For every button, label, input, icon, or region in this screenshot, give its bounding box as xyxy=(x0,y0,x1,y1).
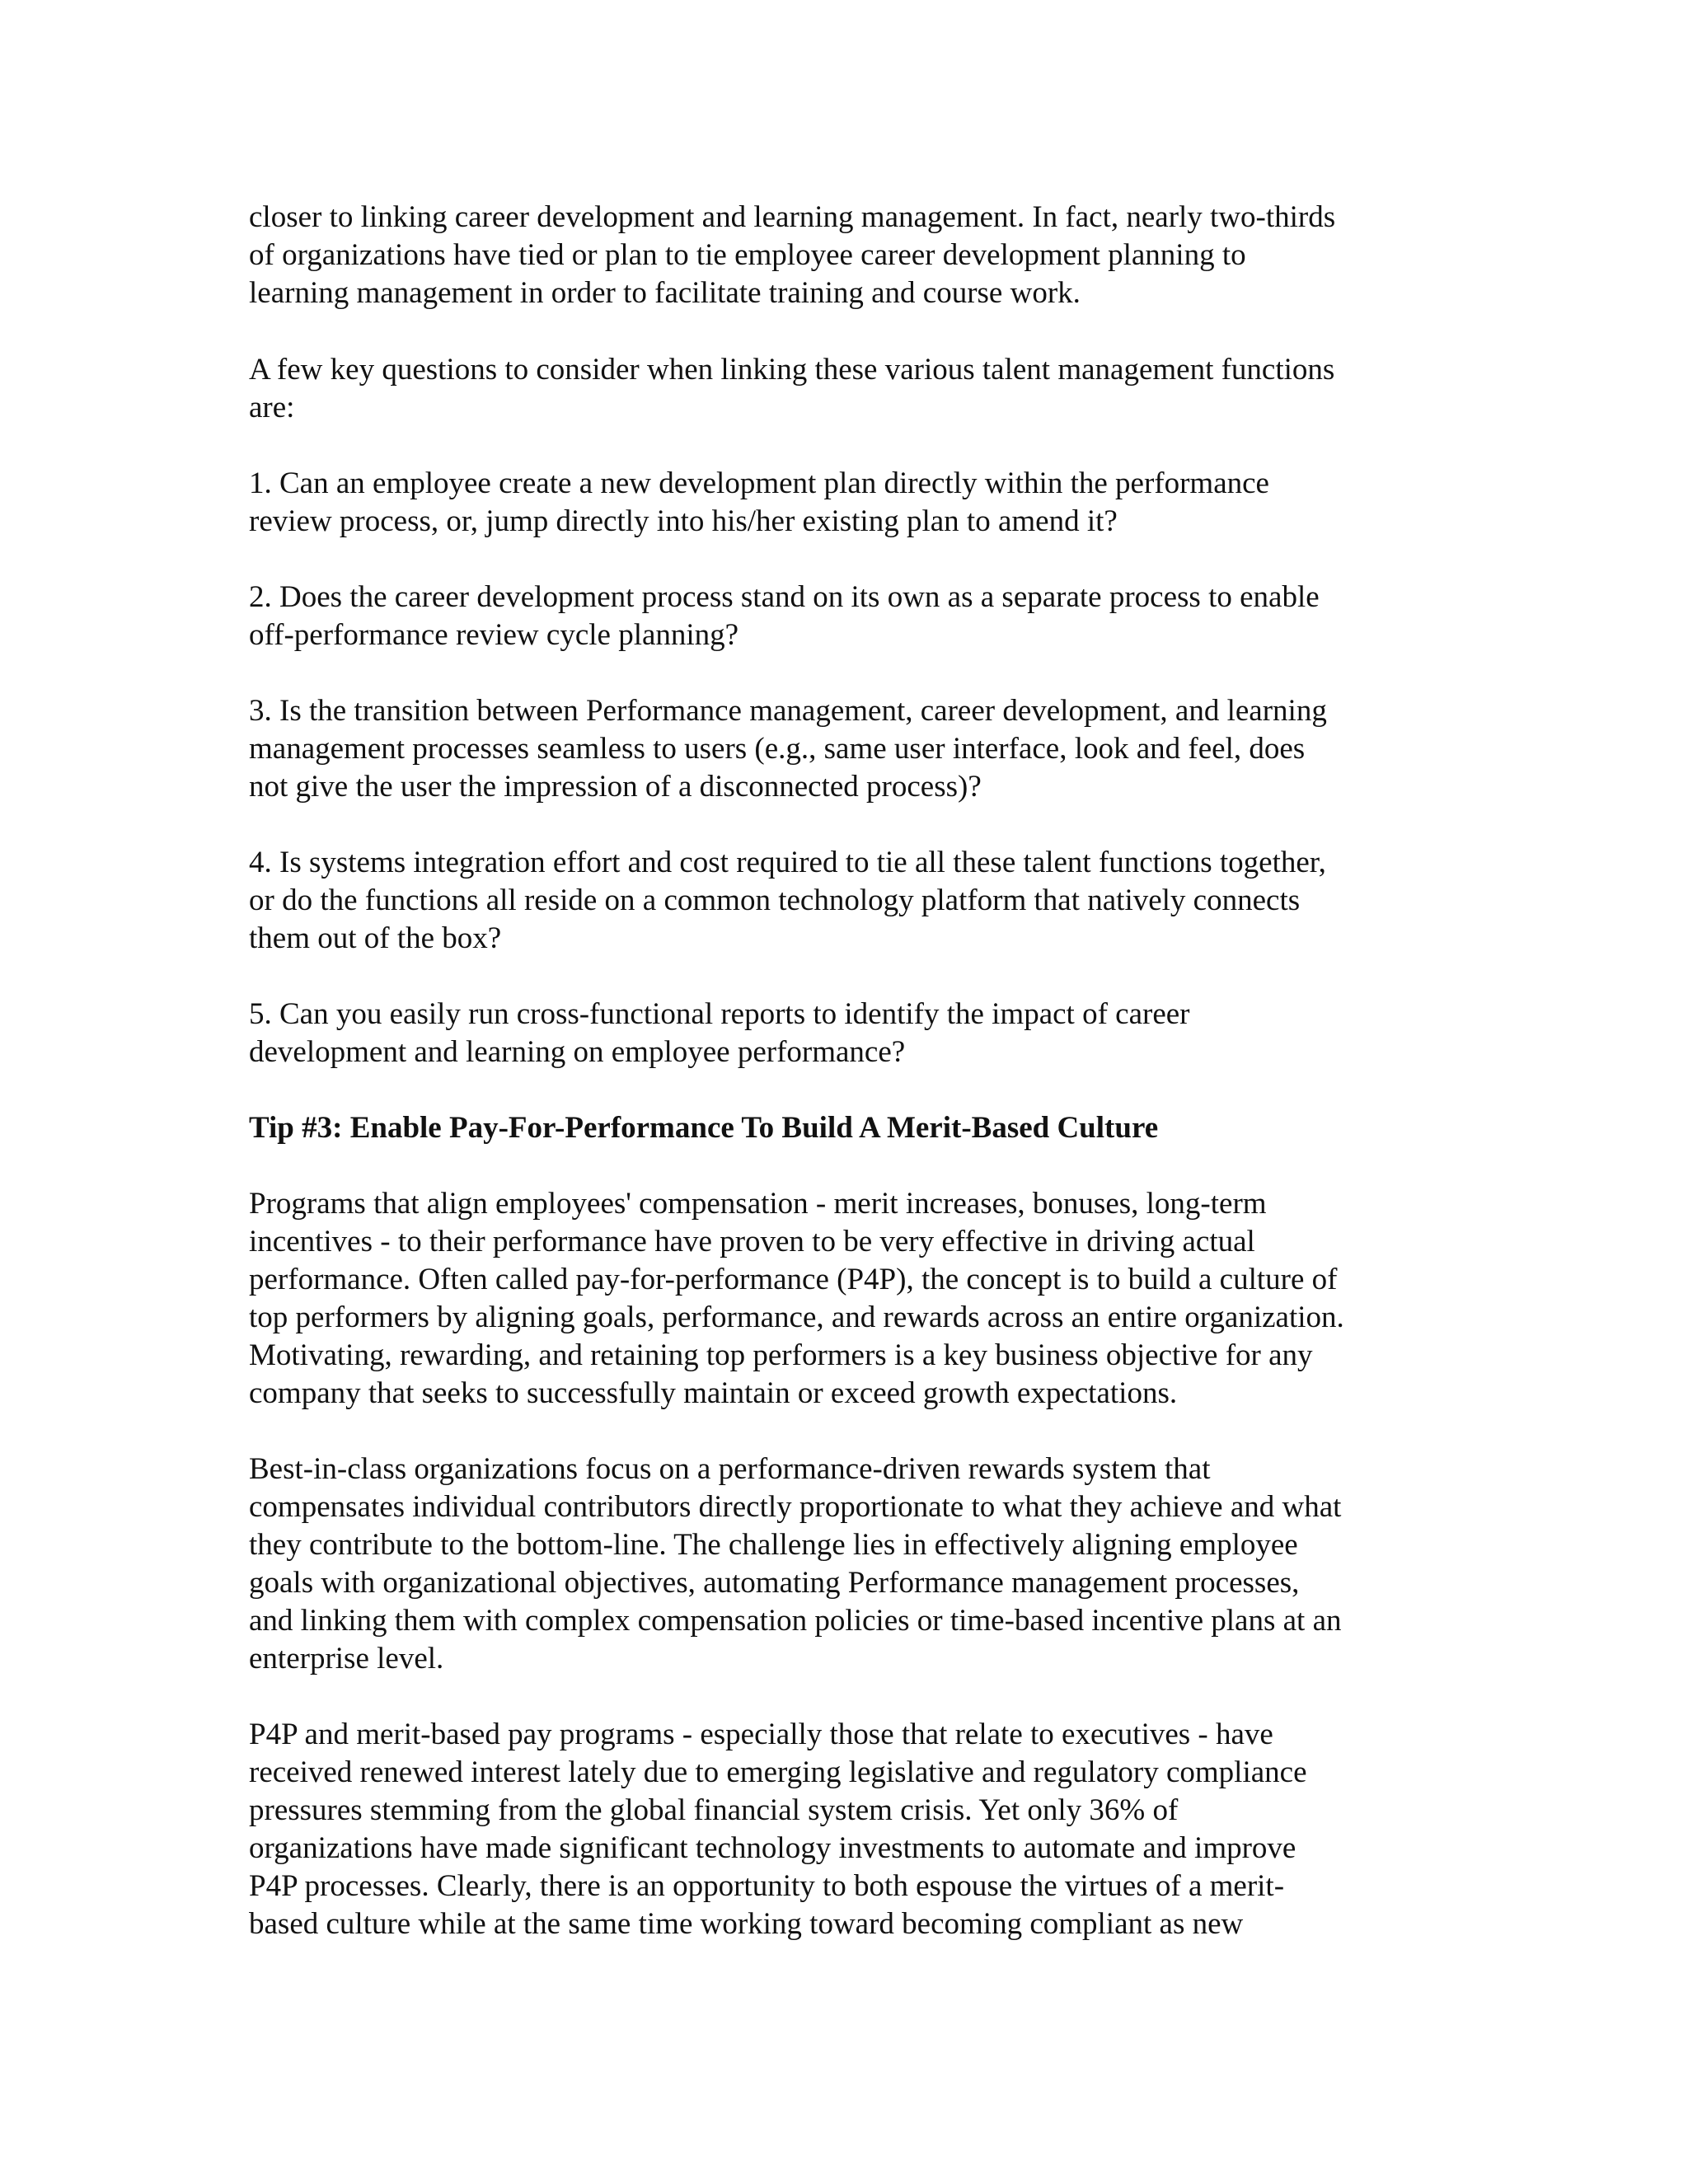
text-line: top performers by aligning goals, performance, and rewards across an entire organization. xyxy=(249,1301,1344,1334)
text-line: development and learning on employee performance? xyxy=(249,1035,906,1069)
question-item-2 xyxy=(249,579,1452,654)
text-line: 3. Is the transition between Performance management, career development, and learning xyxy=(249,694,1327,728)
text-line: P4P and merit-based pay programs - especially those that relate to executives - have xyxy=(249,1718,1273,1751)
text-line: performance. Often called pay-for-performance (P4P), the concept is to build a culture of xyxy=(249,1263,1338,1296)
text-line: pressures stemming from the global financial system crisis. Yet only 36% of xyxy=(249,1793,1179,1827)
text-line: company that seeks to successfully maintain or exceed growth expectations. xyxy=(249,1376,1178,1410)
paragraph-career-learning-link xyxy=(249,199,1452,312)
text-line: 5. Can you easily run cross-functional reports to identify the impact of career xyxy=(249,997,1190,1031)
question-item-3 xyxy=(249,692,1452,806)
text-line: goals with organizational objectives, automating Performance management processes, xyxy=(249,1566,1300,1600)
text-line: 2. Does the career development process stand on its own as a separate process to enable xyxy=(249,580,1320,614)
question-item-1 xyxy=(249,465,1452,541)
text-line: are: xyxy=(249,391,295,424)
text-line: organizations have made significant technology investments to automate and improve xyxy=(249,1831,1296,1865)
text-line: them out of the box? xyxy=(249,921,502,955)
text-line: P4P processes. Clearly, there is an opportunity to both espouse the virtues of a merit- xyxy=(249,1869,1285,1903)
section-heading-tip-3 xyxy=(249,1109,1452,1147)
paragraph-best-in-class xyxy=(249,1451,1452,1678)
text-line: based culture while at the same time working toward becoming compliant as new xyxy=(249,1907,1244,1941)
paragraph-merit-based-pay xyxy=(249,1716,1452,1943)
heading-text: Tip #3: Enable Pay-For-Performance To Build A Merit-Based Culture xyxy=(249,1111,1159,1145)
paragraph-key-questions-intro xyxy=(249,351,1452,427)
text-line: 4. Is systems integration effort and cost required to tie all these talent functions together, xyxy=(249,846,1326,879)
question-item-5 xyxy=(249,996,1452,1071)
text-line: of organizations have tied or plan to tie employee career development planning to xyxy=(249,238,1246,272)
text-line: Motivating, rewarding, and retaining top performers is a key business objective for any xyxy=(249,1338,1313,1372)
text-line: they contribute to the bottom-line. The challenge lies in effectively aligning employee xyxy=(249,1528,1298,1562)
text-line: Best-in-class organizations focus on a performance-driven rewards system that xyxy=(249,1452,1211,1486)
text-line: learning management in order to facilitate training and course work. xyxy=(249,276,1081,310)
paragraph-p4p-programs xyxy=(249,1185,1452,1413)
text-line: not give the user the impression of a disconnected process)? xyxy=(249,770,982,804)
text-line: A few key questions to consider when linking these various talent management functions xyxy=(249,353,1335,387)
text-line: compensates individual contributors directly proportionate to what they achieve and what xyxy=(249,1490,1342,1524)
text-line: 1. Can an employee create a new development plan directly within the performance xyxy=(249,466,1269,500)
text-line: and linking them with complex compensation policies or time-based incentive plans at an xyxy=(249,1604,1342,1638)
text-line: enterprise level. xyxy=(249,1642,444,1675)
text-line: off-performance review cycle planning? xyxy=(249,618,739,652)
text-line: or do the functions all reside on a common technology platform that natively connects xyxy=(249,883,1301,917)
text-line: closer to linking career development and learning management. In fact, nearly two-thirds xyxy=(249,200,1336,234)
text-line: management processes seamless to users (e.g., same user interface, look and feel, does xyxy=(249,732,1306,766)
question-item-4 xyxy=(249,844,1452,958)
text-line: review process, or, jump directly into his/her existing plan to amend it? xyxy=(249,504,1118,538)
text-line: incentives - to their performance have proven to be very effective in driving actual xyxy=(249,1225,1255,1258)
text-line: received renewed interest lately due to emerging legislative and regulatory compliance xyxy=(249,1755,1307,1789)
text-line: Programs that align employees' compensation - merit increases, bonuses, long-term xyxy=(249,1187,1267,1221)
